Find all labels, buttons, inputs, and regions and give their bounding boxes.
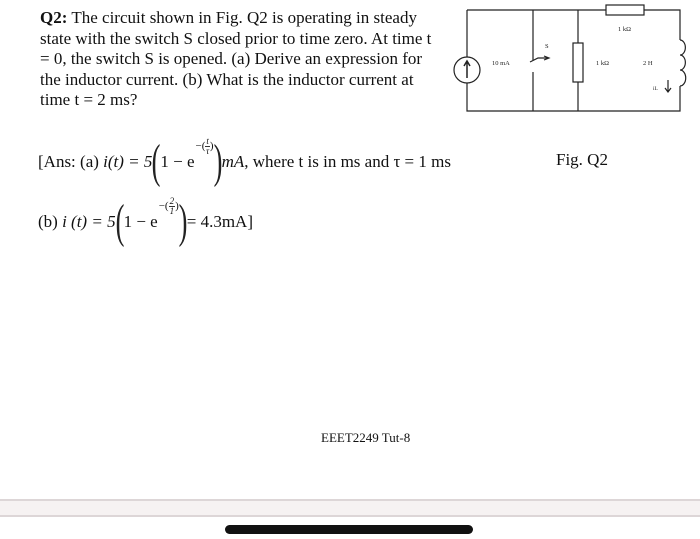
resistor-top-label: 1 kΩ [618,26,631,33]
question-body: The circuit shown in Fig. Q2 is operating in steady state with the switch S closed prior to time zero. At time t = 0, the switch S is opened. (a) Derive an expression for the inductor current. (b) What is the inductor current at time t = 2 ms? [40,8,432,109]
inductor-label: 2 H [643,60,653,67]
circuit-diagram [440,0,700,120]
answer-b-exp-num: 2 [169,195,175,206]
answer-a-prefix: [Ans: (a) [38,152,99,171]
switch-label: S [545,43,549,50]
divider-band [0,499,700,517]
answer-b-lhs: i (t) = 5 [62,212,116,231]
answer-b-result: = 4.3mA] [186,212,253,231]
resistor-top [606,5,644,15]
answer-a: [Ans: (a) i(t) = 5 ( 1 − e −( $\frac{t}{\tau}$ ) ) mA , where t is in ms and τ = 1 ms [38,135,451,188]
answer-a-inner: 1 − e [160,152,195,171]
inductor-icon [680,40,686,86]
answer-b: (b) i (t) = 5 ( 1 − e −( $\frac{2}{1}$ ) ) = 4.3mA] [38,195,253,248]
question-label: Q2: [40,8,68,27]
question-text [40,8,440,111]
resistor-mid [573,43,583,82]
answer-a-lhs: i(t) = 5 [103,152,153,171]
page-footer: EEET2249 Tut-8 [321,430,411,445]
home-indicator[interactable] [225,525,473,534]
answer-b-exp-den: 1 [169,205,175,216]
figure-caption: Fig. Q2 [556,150,608,169]
answer-b-inner: 1 − e [123,212,158,231]
answer-a-exp-den: τ [206,145,210,156]
current-arrow-icon [665,80,671,92]
answer-a-exp-num: t [206,135,209,146]
answer-b-prefix: (b) [38,212,58,231]
source-label: 10 mA [492,60,510,67]
answer-a-unit: mA [221,152,245,171]
resistor-mid-label: 1 kΩ [596,60,609,67]
answer-a-suffix: , where t is in ms and τ = 1 ms [244,152,451,171]
current-label: iL [653,86,658,92]
